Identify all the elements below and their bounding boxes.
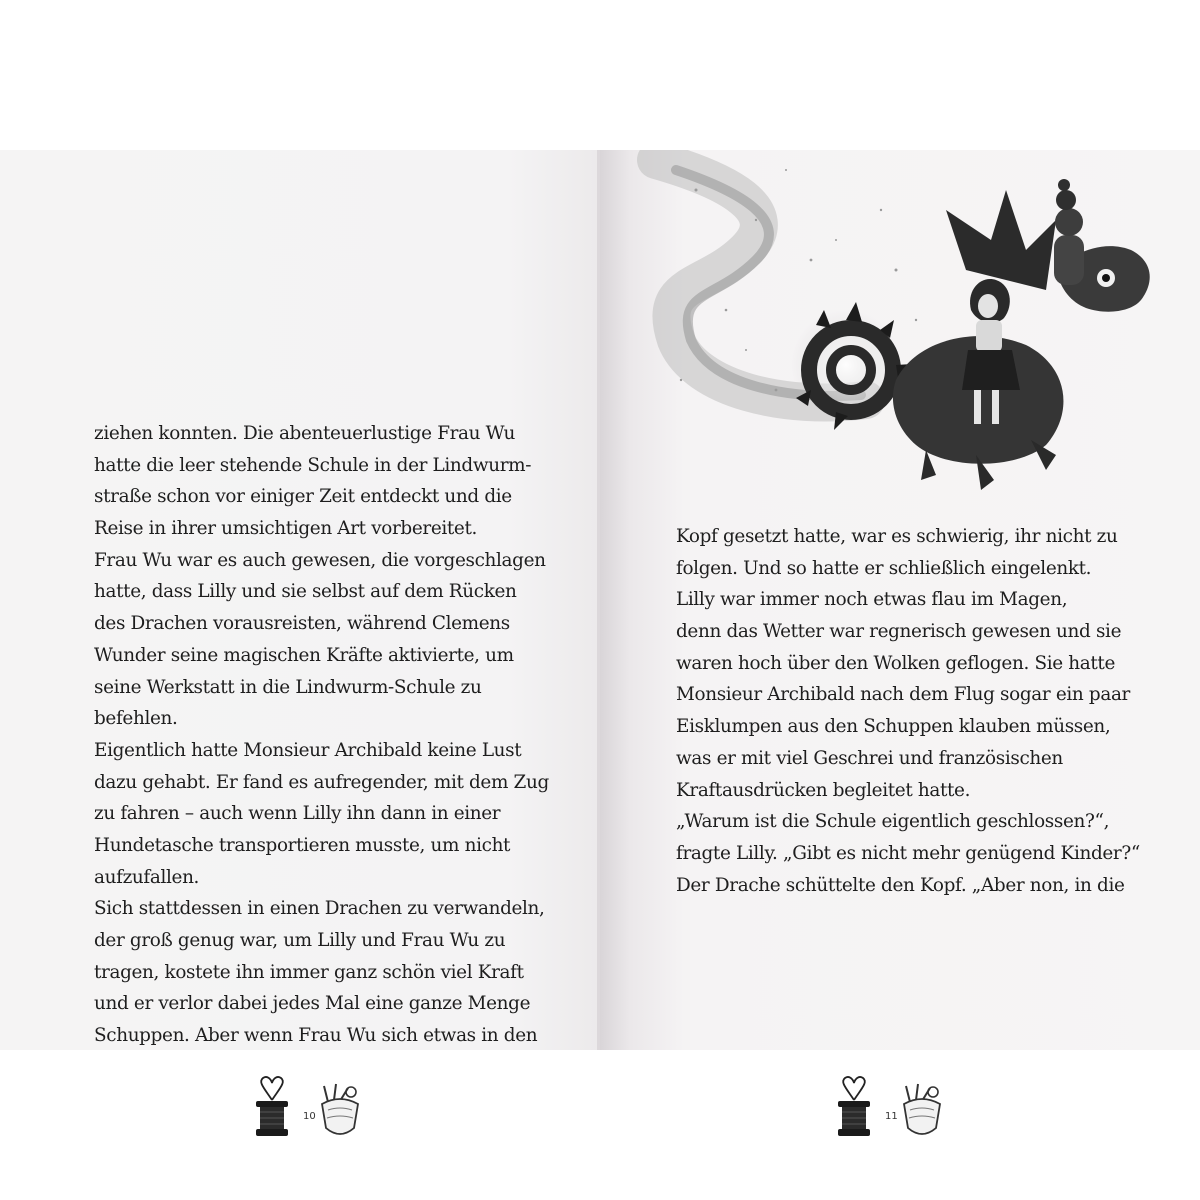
text-line: Reise in ihrer umsichtigen Art vorbereitet. [94, 518, 477, 540]
text-line: des Drachen vorausreisten, während Clemens [94, 613, 510, 635]
text-line: straße schon vor einiger Zeit entdeckt und die [94, 486, 512, 508]
dragon-body [893, 179, 1150, 490]
text-line: Frau Wu war es auch gewesen, die vorgeschlagen [94, 549, 546, 571]
left-page-text [94, 418, 549, 1052]
right-page-text [676, 521, 1140, 901]
page-number: 10 [303, 1111, 316, 1122]
page-number: 11 [885, 1111, 898, 1122]
text-line: Kraftausdrücken begleitet hatte. [676, 779, 971, 801]
text-line: Eigentlich hatte Monsieur Archibald keine Lust [94, 739, 522, 761]
left-page [0, 150, 598, 1122]
folio-right [832, 1074, 962, 1144]
text-line: tragen, kostete ihn immer ganz schön viel Kraft [94, 961, 524, 983]
text-line: befehlen. [94, 708, 178, 730]
text-line: waren hoch über den Wolken geflogen. Sie hatte [676, 652, 1115, 674]
thread-spool-icon [250, 1074, 294, 1140]
text-line: Lilly war immer noch etwas flau im Magen, [676, 589, 1068, 611]
text-line: was er mit viel Geschrei und französischen [676, 747, 1063, 769]
text-line: Kopf gesetzt hatte, war es schwierig, ihr nicht zu [676, 526, 1118, 547]
text-line: seine Werkstatt in die Lindwurm-Schule zu [94, 676, 482, 698]
text-line: Monsieur Archibald nach dem Flug sogar ein paar [676, 684, 1130, 706]
text-line: ziehen konnten. Die abenteuerlustige Frau Wu [94, 423, 515, 444]
right-page [600, 150, 1200, 1122]
thread-spool-icon [832, 1074, 876, 1140]
text-line: aufzufallen. [94, 866, 200, 888]
text-line: fragte Lilly. „Gibt es nicht mehr genügend Kinder?“ [676, 842, 1140, 864]
text-line: „Warum ist die Schule eigentlich geschlossen?“, [676, 811, 1110, 833]
text-line: und er verlor dabei jedes Mal eine ganze Menge [94, 993, 531, 1015]
folio-left [250, 1074, 380, 1144]
text-line: dazu gehabt. Er fand es aufregender, mit dem Zug [94, 771, 549, 793]
text-line: Wunder seine magischen Kräfte aktivierte, um [94, 644, 514, 666]
flying-dragon-with-girl-illustration [636, 150, 1156, 500]
text-line: Der Drache schüttelte den Kopf. „Aber non, in die [676, 874, 1125, 896]
text-line: hatte, dass Lilly und sie selbst auf dem Rücken [94, 581, 517, 603]
text-line: denn das Wetter war regnerisch gewesen und sie [676, 621, 1122, 643]
text-line: Hundetasche transportieren musste, um nicht [94, 834, 511, 856]
text-line: Eisklumpen aus den Schuppen klauben müssen, [676, 716, 1111, 738]
text-line: hatte die leer stehende Schule in der Lindwurm- [94, 454, 532, 476]
text-line: Schuppen. Aber wenn Frau Wu sich etwas in den [94, 1025, 538, 1047]
sewing-basket-icon [900, 1080, 944, 1140]
text-line: der groß genug war, um Lilly und Frau Wu zu [94, 930, 506, 951]
text-line: Sich stattdessen in einen Drachen zu verwandeln, [94, 898, 545, 920]
text-line: zu fahren – auch wenn Lilly ihn dann in einer [94, 803, 501, 825]
text-line: folgen. Und so hatte er schließlich eingelenkt. [676, 557, 1092, 579]
sewing-basket-icon [318, 1080, 362, 1140]
